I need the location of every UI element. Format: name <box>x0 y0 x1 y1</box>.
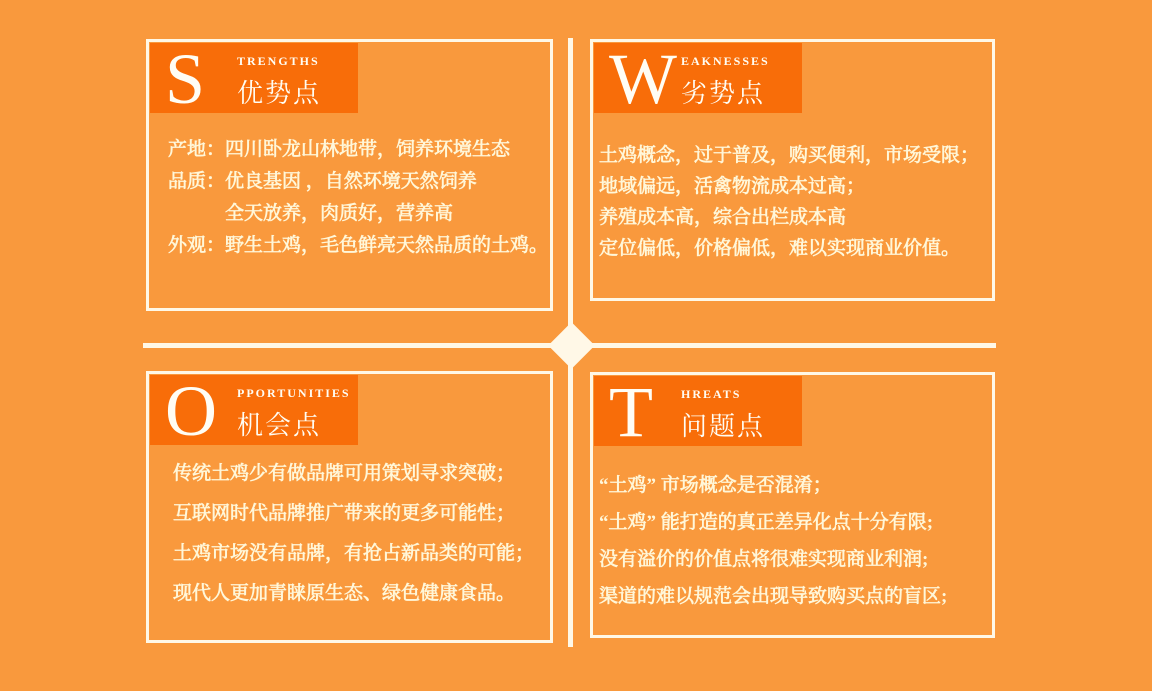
weaknesses-header <box>594 39 802 119</box>
strengths-header <box>150 39 358 119</box>
swot-point: 传统土鸡少有做品牌可用策划寻求突破； <box>173 463 516 484</box>
swot-point: 没有溢价的价值点将很难实现商业利润; <box>599 549 929 570</box>
threats-titles <box>681 376 765 446</box>
strengths-titles <box>237 43 321 113</box>
opportunities-letter: O <box>165 371 217 451</box>
weaknesses-points <box>599 140 984 264</box>
weaknesses-title: 劣势点 <box>681 79 766 108</box>
swot-point: 渠道的难以规范会出现导致购买点的盲区; <box>599 586 948 607</box>
swot-point: “土鸡” 市场概念是否混淆； <box>599 475 832 496</box>
threats-title: 问题点 <box>681 412 766 441</box>
swot-point: “土鸡” 能打造的真正差异化点十分有限; <box>599 512 934 533</box>
swot-point: 养殖成本高，综合出栏成本高 <box>599 207 847 228</box>
threats-points <box>599 467 984 615</box>
center-diamond <box>548 322 595 369</box>
opportunities-caps-label: PPORTUNITIES <box>237 386 351 400</box>
threats-header <box>594 372 802 452</box>
quadrant-threats <box>590 372 995 638</box>
swot-point: 全天放养，肉质好，营养高 <box>168 203 454 224</box>
strengths-points <box>168 134 549 262</box>
weaknesses-caps-label: EAKNESSES <box>681 54 770 68</box>
swot-point: 定位偏低，价格偏低，难以实现商业价值。 <box>599 238 961 259</box>
swot-point: 品质：优良基因 ，自然环境天然饲养 <box>168 171 477 192</box>
strengths-caps-label: TRENGTHS <box>237 54 320 68</box>
swot-point: 土鸡市场没有品牌，有抢占新品类的可能； <box>173 543 535 564</box>
weaknesses-titles <box>681 43 770 113</box>
swot-point: 互联网时代品牌推广带来的更多可能性； <box>173 503 516 524</box>
opportunities-title: 机会点 <box>237 411 322 440</box>
swot-point: 产地：四川卧龙山林地带，饲养环境生态 <box>168 139 511 160</box>
opportunities-header <box>150 371 358 451</box>
threats-letter: T <box>609 372 653 452</box>
quadrant-opportunities <box>146 371 553 643</box>
opportunities-points <box>173 454 542 614</box>
swot-point: 土鸡概念，过于普及，购买便利，市场受限； <box>599 145 980 166</box>
swot-point: 外观：野生土鸡，毛色鲜亮天然品质的土鸡。 <box>168 235 549 256</box>
quadrant-weaknesses <box>590 39 995 301</box>
quadrant-strengths <box>146 39 553 311</box>
swot-point: 地域偏远，活禽物流成本过高； <box>599 176 866 197</box>
weaknesses-letter: W <box>609 39 677 119</box>
strengths-letter: S <box>165 39 206 119</box>
strengths-title: 优势点 <box>237 79 322 108</box>
swot-point: 现代人更加青睐原生态、绿色健康食品。 <box>173 583 516 604</box>
opportunities-titles <box>237 375 351 445</box>
threats-caps-label: HREATS <box>681 387 742 401</box>
